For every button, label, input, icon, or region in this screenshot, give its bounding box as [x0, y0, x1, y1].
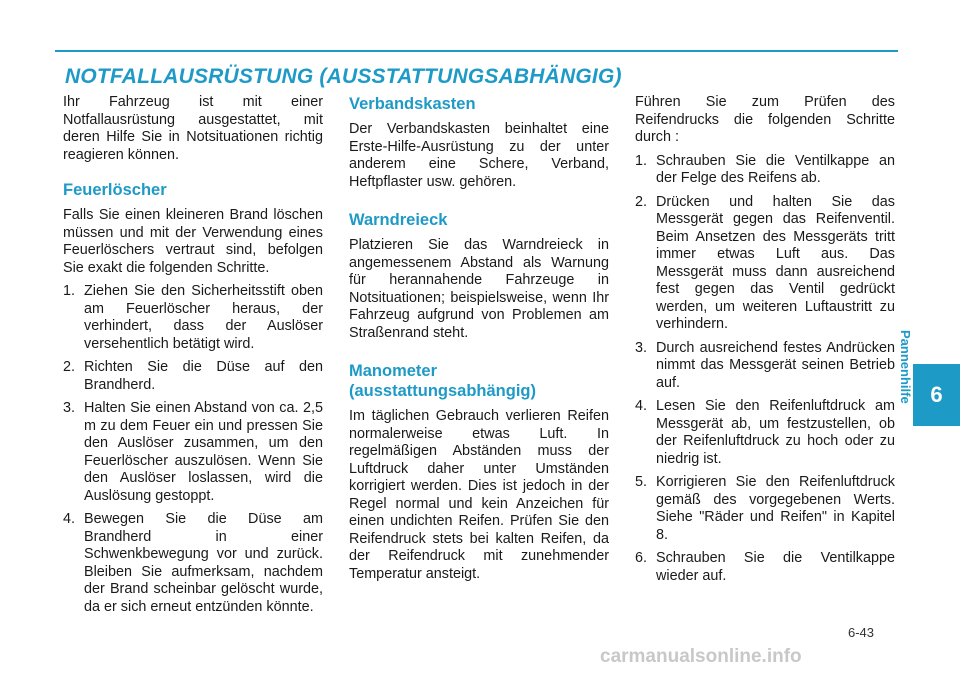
column-right: [635, 94, 895, 591]
step-number: 6.: [635, 550, 648, 566]
list-item: [63, 283, 323, 353]
list-item: [63, 511, 323, 616]
list-item: [635, 340, 895, 393]
step-number: 4.: [63, 511, 76, 527]
intro-text: Ihr Fahrzeug ist mit einer Notfallausrüstung ausgestattet, mit deren Hilfe Sie in Notsituationen richtig reagieren können.: [63, 94, 323, 163]
step-number: 5.: [635, 474, 648, 490]
step-text: Bewegen Sie die Düse am Brandherd in einer Schwenkbewegung vor und zurück. Bleiben Sie aufmerksam, nachdem der Brand scheinbar gelöscht wurde, da er sich erneut entzünden könnte.: [84, 511, 323, 615]
list-item: [635, 550, 895, 585]
chapter-number-badge: 6: [913, 364, 960, 426]
warning-triangle-text: Platzieren Sie das Warndreieck in angemessenem Abstand als Warnung für herannahende Fahrzeuge in Notsituationen; beispielsweise, wenn Ihr Fahrzeug aufgrund von Problemen am Straßenrand steht.: [349, 237, 609, 341]
step-number: 1.: [635, 152, 648, 169]
column-left: [63, 94, 323, 622]
fire-extinguisher-text: Falls Sie einen kleineren Brand löschen müssen und mit der Verwendung eines Feuerlöschers vertraut sind, befolgen Sie exakt die folgenden Schritte.: [63, 207, 323, 276]
section-heading-first-aid-kit: Verbandskasten: [349, 95, 476, 113]
list-item: [635, 398, 895, 468]
page-title: NOTFALLAUSRÜSTUNG (AUSSTATTUNGSABHÄNGIG): [65, 65, 622, 88]
step-text: Richten Sie die Düse auf den Brandherd.: [84, 359, 323, 393]
list-item: [635, 474, 895, 544]
header-rule: [55, 50, 898, 52]
list-item: [635, 153, 895, 188]
page-number: 6-43: [848, 625, 875, 640]
section-heading-fire-extinguisher: Feuerlöscher: [63, 181, 167, 199]
step-number: 2.: [63, 359, 76, 375]
step-text: Ziehen Sie den Sicherheitsstift oben am Feuerlöscher heraus, der verhindert, dass der Auslöser versehentlich betätigt wird.: [84, 283, 323, 352]
first-aid-kit-text: Der Verbandskasten beinhaltet eine Erste-Hilfe-Ausrüstung zu der unter anderem eine Schere, Verband, Heftpflaster usw. gehören.: [349, 121, 609, 190]
gauge-steps-intro: Führen Sie zum Prüfen des Reifendrucks die folgenden Schritte durch :: [635, 94, 895, 145]
step-number: 4.: [635, 398, 648, 414]
watermark: carmanualsonline.info: [600, 646, 802, 667]
step-number: 2.: [635, 193, 648, 210]
fire-extinguisher-steps: [63, 283, 323, 616]
column-middle: [349, 94, 609, 583]
step-text: Lesen Sie den Reifenluftdruck am Messgerät ab, um festzustellen, ob der Reifenluftdruck zu hoch oder zu niedrig ist.: [656, 398, 895, 467]
step-text: Drücken und halten Sie das Messgerät gegen das Reifenventil. Beim Ansetzen des Messgeräts tritt immer etwas Luft aus. Das Messgerät muss dann ausreichend fest gegen das Ventil gedrückt werden, um weiteren Luftaustritt zu verhindern.: [656, 193, 895, 332]
list-item: [63, 400, 323, 505]
step-text: Korrigieren Sie den Reifenluftdruck gemäß des vorgegebenen Werts. Siehe "Räder und Reifen" in Kapitel 8.: [656, 474, 895, 543]
step-text: Durch ausreichend festes Andrücken nimmt das Messgerät seinen Betrieb auf.: [656, 339, 895, 391]
chapter-tab-label: Pannenhilfe: [898, 330, 913, 404]
list-item: [63, 359, 323, 394]
section-heading-pressure-gauge: Manometer (ausstattungsabhängig): [349, 362, 537, 400]
step-number: 3.: [635, 339, 648, 356]
gauge-steps: [635, 153, 895, 586]
pressure-gauge-text: Im täglichen Gebrauch verlieren Reifen normalerweise etwas Luft. In regelmäßigen Abständen muss der Luftdruck daher unter Umständen korrigiert werden. Dies ist jedoch in der Regel normal und kein Anzeichen für einen undichten Reifen. Prüfen Sie den Reifendruck stets bei kalten Reifen, da der Reifendruck mit zunehmender Temperatur ansteigt.: [349, 408, 609, 582]
step-text: Schrauben Sie die Ventilkappe an der Felge des Reifens ab.: [656, 152, 895, 186]
list-item: [635, 194, 895, 334]
step-number: 3.: [63, 400, 76, 416]
step-text: Halten Sie einen Abstand von ca. 2,5 m zu dem Feuer ein und pressen Sie den Auslöser zusammen, um den Feuerlöscher auszulösen. Wenn Sie den Auslöser loslassen, wird die Auslösung gestoppt.: [84, 400, 323, 504]
section-heading-warning-triangle: Warndreieck: [349, 211, 448, 229]
step-text: Schrauben Sie die Ventilkappe wieder auf.: [656, 550, 895, 584]
step-number: 1.: [63, 283, 76, 299]
